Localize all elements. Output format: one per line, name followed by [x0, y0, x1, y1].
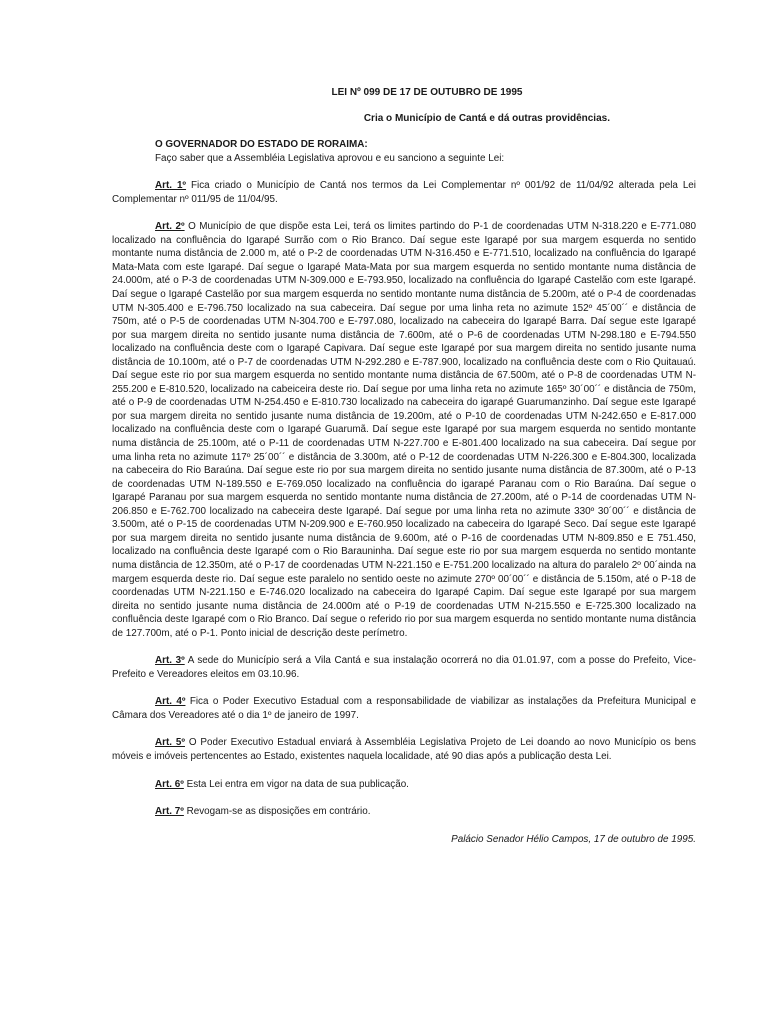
- article-5: [112, 736, 696, 763]
- article-6: [112, 778, 696, 792]
- article-2: [112, 220, 696, 640]
- article-4: [112, 695, 696, 722]
- governor-block: [112, 138, 696, 165]
- article-label: Art. 5º: [155, 737, 185, 749]
- law-title: LEI Nº 099 DE 17 DE OUTUBRO DE 1995: [331, 87, 523, 98]
- article-text: A sede do Município será a Vila Cantá e sua instalação ocorrerá no dia 01.01.97, com a posse do Prefeito, Vice-Prefeito e Vereadores eleitos em 03.10.96.: [112, 655, 696, 680]
- article-label: Art. 4º: [155, 696, 186, 708]
- article-label: Art. 6º: [155, 778, 184, 790]
- article-7: [112, 805, 696, 819]
- law-subtitle: Cria o Município de Cantá e dá outras providências.: [363, 112, 610, 124]
- article-label: Art. 7º: [155, 806, 184, 818]
- article-text: Fica o Poder Executivo Estadual com a responsabilidade de viabilizar as instalações da Prefeitura Municipal e Câmara dos Vereadores até o dia 1º de janeiro de 1997.: [112, 696, 696, 721]
- article-label: Art. 1º: [155, 180, 187, 192]
- article-text: Fica criado o Município de Cantá nos termos da Lei Complementar nº 001/92 de 11/04/92 alterada pela Lei Complementar nº 011/95 de 11/04/95.: [112, 180, 696, 205]
- signature-line: Palácio Senador Hélio Campos, 17 de outubro de 1995.: [451, 833, 696, 845]
- article-text: O Poder Executivo Estadual enviará à Assembléia Legislativa Projeto de Lei doando ao novo Município os bens móveis e imóveis pertencentes ao Estado, existentes naquela localidade, até 90 dias após a publicação desta Lei.: [112, 737, 696, 762]
- governor-heading: O GOVERNADOR DO ESTADO DE RORAIMA:: [155, 139, 368, 151]
- article-label: Art. 2º: [155, 221, 185, 233]
- article-3: [112, 654, 696, 681]
- article-text: O Município de que dispõe esta Lei, terá os limites partindo do P-1 de coordenadas UTM N-318.220 e E-771.080 localizado na confluência do Igarapé Surrão com o Rio Branco. Daí segue este Igarapé por sua margem esquerda no sentido montante numa distância de 2.000 m, até o P-2 de coordenadas UTM N-316.450 e E-771.510, localizado na confluência do Igarapé Mata-Mata com este Igarapé. Daí segue o Igarapé Mata-Mata por sua margem esquerda no sentido montante numa distância de 24.000m, até o P-3 de coordenadas UTM N-309.000 e E-793.950, localizado na confluência do Igarapé Castelão com este Igarapé. Daí segue o Igarapé Castelão por sua margem esquerda no sentido montante numa distância de 5.200m, até o P-4 de coordenadas UTM N-305.400 e E-796.750 localizado na sua cabeceira. Daí segue por uma linha reta no azimute 152º 45´00´´ e distância de 750m, até o P-5 de coordenadas UTM N-304.700 e E-797.080, localizado na cabeceira do Igarapé Barra. Daí segue este Igarapé por sua margem direita no sentido jusante numa distância de 7.600m, até o P-6 de coordenadas UTM N-298.180 e E-794.550 localizado na confluência deste com o Igarapé Capivara. Daí segue este Igarapé por sua margem direita no sentido jusante numa distância de 10.100m, até o P-7 de coordenadas UTM N-292.280 e E-787.900, localizado na confluência deste com o Rio Quitauaú. Daí segue este rio por sua margem esquerda no sentido montante numa distância de 67.500m, até o P-8 de coordenadas UTM N-255.200 e E-810.520, localizado na cabeiceira deste rio. Daí segue por uma linha reta no azimute 165º 30´00´´ e distância de 750m, até o P-9 de coordenadas UTM N-254.450 e E-810.730 localizado na cabeceira do igarapé Guarumanzinho. Daí segue este Igarapé por sua margem direita no sentido jusante numa distância de 19.200m, até o P-10 de coordenadas UTM N-242.650 e E-817.000 localizado na confluência deste com o Igarapé Guarumã. Daí segue este Igarapé por sua margem esquerda no sentido montante numa distância de 25.100m, até o P-11 de coordenadas UTM N-227.700 e E-801.400 localizado na sua cabeceira. Daí segue por uma linha reta no azimute 117º 25´00´´ e distância de 3.300m, até o P-12 de coordenadas UTM N-226.300 e E-804.300, localizada na cabeceira do Rio Baraúna. Daí segue este rio por sua margem direita no sentido jusante numa distância de 87.300m, até o P-13 de coordenadas UTM N-189.550 e E-769.050 localizado na confluência do igarapé Paranau com o Rio Baraúna. Daí segue o Igarapé Paranau por sua margem esquerda no sentido montante numa distância de 27.200m, até o P-14 de coordenadas UTM N-206.850 e E-762.700 localizado na cabeceira deste Igarapé. Daí segue por uma linha reta no azimute 330º 30´00´´ e distância de 3.500m, até o P-15 de coordenadas UTM N-209.900 e E-760.950 localizado na cabeceira do Igarapé Seco. Daí segue este Igarapé por sua margem direita no sentido jusante numa distância de 9.600m, até o P-16 de coordenadas UTM N-809.850 e E 751.450, localizado na confluência deste Igarapé com o Rio Barauninha. Daí segue este rio por sua margem esquerda no sentido montante numa distância de 12.350m, até o P-17 de coordenadas UTM N-221.150 e E-751.200 localizado na altura do paralelo 2º 00´ainda na margem esquerda deste rio. Daí segue este paralelo no sentido oeste no azimute 270º 00´00´´ e distância de 5.150m, até o P-18 de coordenadas UTM N-221.150 e E-746.020 localizado na cabeceira do Igarapé Capim. Daí segue este Igarapé por sua margem direita no sentido jusante numa distância de 24.000m até o P-19 de coordenadas UTM N-215.550 e E-725.300 localizado na confluência deste Igarapé com o Rio Branco. Daí segue o referido rio por sua margem esquerda no sentido montante numa distância de 127.700m, até o P-1. Ponto inicial de descrição deste perímetro.: [112, 221, 696, 639]
- article-text: Esta Lei entra em vigor na data de sua publicação.: [183, 778, 409, 790]
- article-text: Revogam-se as disposições em contrário.: [183, 806, 371, 818]
- article-label: Art. 3º: [155, 655, 185, 667]
- enactment-intro: Faço saber que a Assembléia Legislativa aprovou e eu sanciono a seguinte Lei:: [155, 152, 505, 164]
- article-1: [112, 179, 696, 206]
